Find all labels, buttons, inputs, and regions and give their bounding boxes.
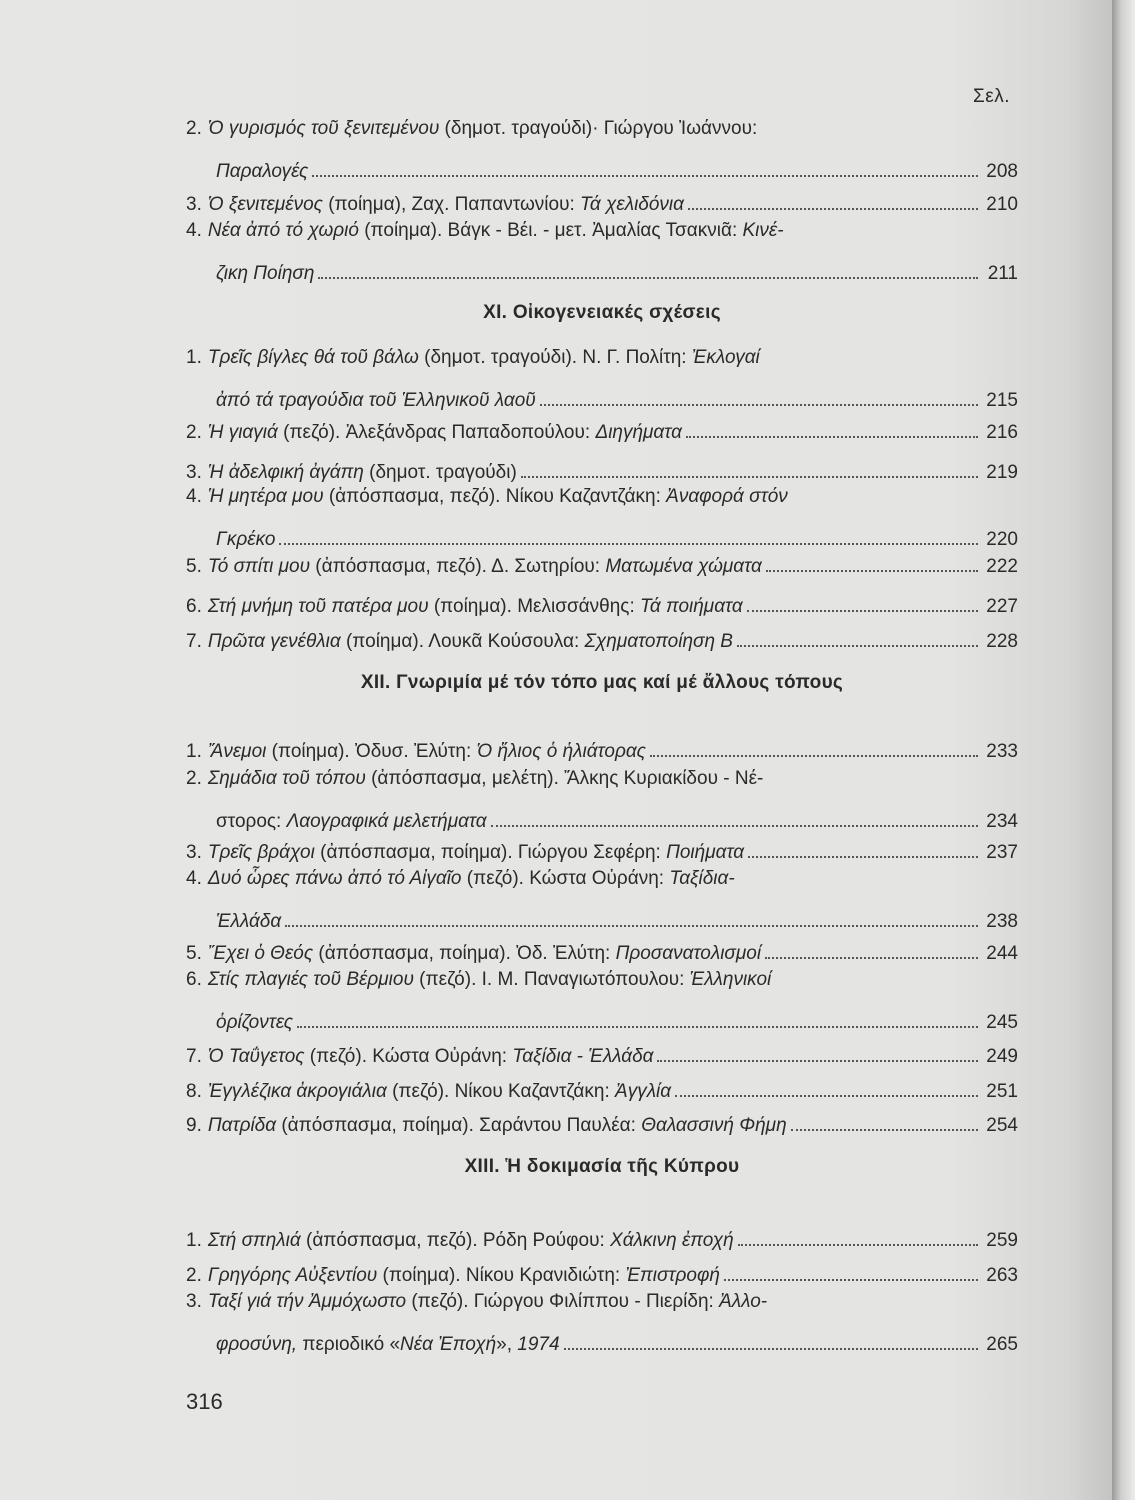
entry-page-number: 219	[986, 462, 1018, 483]
entry-text-segment: (ποίημα). Βάγκ - Βέι. - μετ. Ἀμαλίας Τσακνιᾶ:	[358, 220, 743, 241]
entry-text-segment: (πεζό). Ι. Μ. Παναγιωτόπουλου:	[413, 969, 690, 990]
dot-leader	[564, 1348, 978, 1350]
toc-entry-line	[186, 1289, 1018, 1324]
toc-entry	[186, 116, 1018, 186]
entry-text-segment: (πεζό). Κώστα Οὐράνη:	[461, 868, 670, 889]
entry-title-segment: Ποιήματα	[666, 842, 745, 863]
entry-page-number: 238	[986, 911, 1018, 932]
toc-entry	[186, 345, 1018, 415]
entry-text	[216, 1010, 293, 1035]
entry-title-segment: Ἡ μητέρα μου	[207, 486, 324, 507]
toc-entry-line	[186, 218, 1018, 253]
entry-page-number: 220	[986, 529, 1018, 550]
entry-number: 2.	[186, 422, 202, 443]
entry-page-number: 245	[986, 1012, 1018, 1033]
entry-title-segment: Τρεῖς βράχοι	[207, 842, 315, 863]
entry-page-number: 211	[987, 263, 1018, 284]
dot-leader	[675, 1095, 978, 1097]
entry-number: 5.	[186, 556, 202, 577]
entry-title-segment: Ἄνεμοι	[207, 741, 267, 762]
entry-text	[208, 1079, 671, 1104]
dot-leader	[521, 476, 978, 478]
entry-page-number: 210	[986, 194, 1018, 215]
toc-entry	[186, 184, 1018, 219]
entry-title-segment: Προσανατολισμοί	[615, 943, 762, 964]
entry-text-segment: (δημοτ. τραγούδι)· Γιώργου Ἰωάννου:	[439, 118, 758, 139]
entry-text-segment: (ἀπόσπασμα, πεζό). Δ. Σωτηρίου:	[310, 556, 606, 577]
toc-entry-line	[186, 452, 1018, 487]
toc-entry-line	[186, 1036, 1018, 1071]
entry-text	[216, 1332, 560, 1357]
dot-leader	[491, 825, 978, 827]
entry-text	[216, 261, 314, 286]
entry-title-segment: Ἡ γιαγιά	[207, 422, 278, 443]
entry-text-segment: »,	[496, 1334, 518, 1355]
toc-entry-line	[186, 345, 1018, 380]
entry-text-segment: περιοδικό «	[297, 1334, 401, 1355]
entry-title-segment: Γκρέκο	[216, 529, 276, 550]
toc-entry-line	[186, 1105, 1018, 1140]
entry-page-number: 227	[986, 596, 1018, 617]
entry-number: 7.	[186, 631, 202, 652]
entry-text	[208, 345, 760, 370]
toc-entry-line	[186, 380, 1018, 415]
entry-title-segment: Πρῶτα γενέθλια	[207, 631, 341, 652]
toc-entry	[186, 1036, 1018, 1071]
toc-entry-line	[186, 116, 1018, 151]
toc-entry	[186, 731, 1018, 766]
entry-text	[208, 460, 517, 485]
toc-entry	[186, 1255, 1018, 1290]
entry-page-number: 234	[986, 811, 1018, 832]
entry-title-segment: Ὁ Ταΰγετος	[207, 1046, 305, 1067]
dot-leader	[791, 1129, 978, 1131]
entry-text-segment: στορος:	[216, 811, 287, 832]
entry-text-segment: (ποίημα). Μελισσάνθης:	[428, 596, 640, 617]
toc-entry	[186, 933, 1018, 968]
entry-title-segment: Δυό ὧρες πάνω ἀπό τό Αἰγαῖο	[207, 868, 462, 889]
toc-entry	[186, 1071, 1018, 1106]
entry-title-segment: ζικη Ποίηση	[216, 263, 315, 284]
dot-leader	[748, 856, 978, 858]
entry-title-segment: Θαλασσινή Φήμη	[641, 1115, 787, 1136]
dot-leader	[688, 208, 978, 210]
toc-entry	[186, 586, 1018, 621]
entry-text	[208, 866, 735, 891]
entry-title-segment: ἀπό τά τραγούδια τοῦ Ἑλληνικοῦ λαοῦ	[216, 390, 536, 411]
entry-page-number: 228	[986, 631, 1018, 652]
page-edge-shadow	[1112, 0, 1135, 1500]
entry-title-segment: Νέα ἀπό τό χωριό	[207, 220, 359, 241]
entry-page-number: 259	[986, 1230, 1018, 1251]
toc-entry	[186, 412, 1018, 447]
entry-text	[208, 1263, 720, 1288]
entry-text-segment: (ἀπόσπασμα, ποίημα). Γιώργου Σεφέρη:	[314, 842, 667, 863]
entry-number: 4.	[186, 220, 202, 241]
entry-title-segment: Στή σπηλιά	[207, 1230, 301, 1251]
entry-title-segment: Σχηματοποίηση Β	[584, 631, 733, 652]
entry-title-segment: Ὁ ἥλιος ὁ ἡλιάτορας	[476, 741, 646, 762]
entry-page-number: 237	[986, 842, 1018, 863]
entry-text-segment: (δημοτ. τραγούδι). Ν. Γ. Πολίτη:	[418, 347, 692, 368]
toc-entry	[186, 1220, 1018, 1255]
entry-number: 6.	[186, 969, 202, 990]
entry-title-segment: Κινέ-	[742, 220, 784, 241]
entry-title-segment: 1974	[517, 1334, 560, 1355]
toc-entry-line	[186, 1324, 1018, 1359]
entry-text-segment: (πεζό). Νίκου Καζαντζάκη:	[386, 1081, 616, 1102]
dot-leader	[279, 543, 978, 545]
dot-leader	[686, 436, 978, 438]
toc-entry-line	[186, 412, 1018, 447]
entry-title-segment: Ὁ ξενιτεμένος	[207, 194, 323, 215]
entry-number: 5.	[186, 943, 202, 964]
entry-number: 3.	[186, 1291, 202, 1312]
entry-title-segment: Ἔχει ὁ Θεός	[207, 943, 314, 964]
entry-text	[208, 192, 684, 217]
entry-page-number: 222	[986, 556, 1018, 577]
entry-text	[208, 840, 744, 865]
entry-title-segment: Ἐγγλέζικα ἀκρογιάλια	[207, 1081, 387, 1102]
toc-entry	[186, 484, 1018, 554]
entry-text-segment: (ποίημα). Ὀδυσ. Ἐλύτη:	[266, 741, 477, 762]
toc-entry-line	[186, 766, 1018, 801]
dot-leader	[540, 404, 978, 406]
dot-leader	[737, 645, 978, 647]
toc-entry	[186, 218, 1018, 288]
entry-title-segment: Ταξίδια - Ἑλλάδα	[512, 1046, 654, 1067]
toc-entry	[186, 546, 1018, 581]
entry-text	[208, 739, 646, 764]
entry-text-segment: (πεζό). Γιώργου Φιλίππου - Πιερίδη:	[406, 1291, 720, 1312]
entry-title-segment: Στίς πλαγιές τοῦ Βέρμιου	[207, 969, 414, 990]
entry-number: 3.	[186, 462, 202, 483]
entry-text	[208, 116, 757, 141]
toc-entry-line	[186, 731, 1018, 766]
entry-text	[216, 909, 281, 934]
toc-entry	[186, 621, 1018, 656]
entry-number: 6.	[186, 596, 202, 617]
entry-title-segment: Ἐπιστροφή	[625, 1265, 720, 1286]
toc-entry-line	[186, 184, 1018, 219]
toc-entry-line	[186, 933, 1018, 968]
toc-entry-line	[186, 1002, 1018, 1037]
toc-entry-line	[186, 866, 1018, 901]
entry-page-number: 263	[986, 1265, 1018, 1286]
entry-title-segment: Ἐκλογαί	[691, 347, 760, 368]
entry-title-segment: Ἑλλάδα	[216, 911, 282, 932]
entry-title-segment: Πατρίδα	[207, 1115, 277, 1136]
section-heading: XIII. Ἡ δοκιμασία τῆς Κύπρου	[464, 1156, 740, 1177]
toc-entry	[186, 866, 1018, 936]
entry-title-segment: Γρηγόρης Αὐξεντίου	[207, 1265, 378, 1286]
entry-text	[216, 159, 308, 184]
entry-text-segment: (ποίημα). Λουκᾶ Κούσουλα:	[340, 631, 585, 652]
dot-leader	[318, 277, 978, 279]
toc-entry-line	[186, 967, 1018, 1002]
entry-number: 2.	[186, 768, 202, 789]
entry-text-segment: (ἀπόσπασμα, πεζό). Ρόδη Ρούφου:	[300, 1230, 611, 1251]
entry-title-segment: Στή μνήμη τοῦ πατέρα μου	[207, 596, 429, 617]
entry-text	[216, 809, 487, 834]
dot-leader	[724, 1279, 978, 1281]
entry-title-segment: Ταξί γιά τήν Ἀμμόχωστο	[207, 1291, 407, 1312]
entry-number: 3.	[186, 842, 202, 863]
entry-title-segment: Ἀναφορά στόν	[666, 486, 788, 507]
entry-title-segment: Ἡ ἀδελφική ἀγάπη	[207, 462, 364, 483]
entry-text	[208, 1044, 654, 1069]
entry-number: 1.	[186, 1230, 202, 1251]
section-heading: XII. Γνωριμία μέ τόν τόπο μας καί μέ ἄλλους τόπους	[360, 672, 844, 693]
entry-title-segment: Ὁ γυρισμός τοῦ ξενιτεμένου	[207, 118, 440, 139]
toc-entry	[186, 1105, 1018, 1140]
section-heading: XI. Οἰκογενειακές σχέσεις	[483, 302, 721, 323]
entry-page-number: 254	[986, 1115, 1018, 1136]
entry-page-number: 244	[986, 943, 1018, 964]
entry-text-segment: (ἀπόσπασμα, ποίημα). Σαράντου Παυλέα:	[276, 1115, 642, 1136]
entry-title-segment: Ἑλληνικοί	[689, 969, 772, 990]
entry-title-segment: Σημάδια τοῦ τόπου	[207, 768, 366, 789]
entry-page-number: 251	[986, 1081, 1018, 1102]
entry-text-segment: (ποίημα). Νίκου Κρανιδιώτη:	[377, 1265, 626, 1286]
dot-leader	[657, 1060, 978, 1062]
toc-entry-line	[186, 586, 1018, 621]
entry-text-segment: (δημοτ. τραγούδι)	[363, 462, 517, 483]
toc-entry-line	[186, 151, 1018, 186]
entry-number: 4.	[186, 486, 202, 507]
dot-leader	[766, 570, 978, 572]
entry-text	[208, 967, 771, 992]
entry-page-number: 208	[986, 161, 1018, 182]
entry-text-segment: (ἀπόσπασμα, ποίημα). Ὀδ. Ἐλύτη:	[313, 943, 616, 964]
dot-leader	[312, 175, 978, 177]
entry-title-segment: Χάλκινη ἐποχή	[610, 1230, 734, 1251]
entry-number: 7.	[186, 1046, 202, 1067]
entry-page-number: 215	[986, 390, 1018, 411]
toc-entry-line	[186, 621, 1018, 656]
dot-leader	[650, 755, 978, 757]
entry-page-number: 265	[986, 1334, 1018, 1355]
entry-title-segment: ὁρίζοντες	[216, 1012, 293, 1033]
entry-title-segment: Ἀγγλία	[615, 1081, 672, 1102]
toc-entry	[186, 1289, 1018, 1359]
toc-entry-line	[186, 901, 1018, 936]
entry-title-segment: Παραλογές	[216, 161, 309, 182]
entry-number: 9.	[186, 1115, 202, 1136]
entry-page-number: 249	[986, 1046, 1018, 1067]
page-number: 316	[186, 1389, 223, 1414]
entry-number: 1.	[186, 347, 202, 368]
entry-text	[208, 941, 761, 966]
toc-entry	[186, 766, 1018, 836]
toc-entry-line	[186, 801, 1018, 836]
entry-title-segment: Τρεῖς βίγλες θά τοῦ βάλω	[207, 347, 419, 368]
entry-text	[208, 420, 682, 445]
toc-entry	[186, 967, 1018, 1037]
entry-text	[208, 594, 743, 619]
toc-entry-line	[186, 546, 1018, 581]
toc-entry-line	[186, 1071, 1018, 1106]
toc-entry-line	[186, 832, 1018, 867]
entry-number: 8.	[186, 1081, 202, 1102]
dot-leader	[738, 1244, 978, 1246]
entry-text	[208, 484, 788, 509]
entry-text	[208, 1228, 734, 1253]
entry-page-number: 233	[986, 741, 1018, 762]
entry-number: 4.	[186, 868, 202, 889]
entry-page-number: 216	[986, 422, 1018, 443]
toc-entry-line	[186, 1255, 1018, 1290]
entry-title-segment: Ἀλλο-	[719, 1291, 768, 1312]
dot-leader	[765, 957, 978, 959]
entry-text-segment: (πεζό). Κώστα Οὐράνη:	[304, 1046, 513, 1067]
entry-text	[208, 1289, 767, 1314]
entry-number: 2.	[186, 1265, 202, 1286]
entry-title-segment: φροσύνη,	[216, 1334, 298, 1355]
entry-title-segment: Τά ποιήματα	[640, 596, 743, 617]
entry-text-segment: (ἀπόσπασμα, πεζό). Νίκου Καζαντζάκη:	[323, 486, 667, 507]
entry-text-segment: (πεζό). Ἀλεξάνδρας Παπαδοπούλου:	[277, 422, 596, 443]
toc-entry	[186, 452, 1018, 487]
entry-number: 3.	[186, 194, 202, 215]
entry-text-segment: (ἀπόσπασμα, μελέτη). Ἄλκης Κυριακίδου - Νέ-	[365, 768, 764, 789]
entry-title-segment: Λαογραφικά μελετήματα	[286, 811, 487, 832]
entry-text	[208, 554, 762, 579]
page-column-label: Σελ.	[973, 86, 1010, 107]
entry-number: 2.	[186, 118, 202, 139]
entry-text-segment: (ποίημα), Ζαχ. Παπαντωνίου:	[322, 194, 581, 215]
dot-leader	[747, 610, 978, 612]
entry-title-segment: Ταξίδια-	[669, 868, 735, 889]
entry-text	[216, 388, 536, 413]
entry-text	[208, 766, 764, 791]
toc-entry-line	[186, 253, 1018, 288]
toc-entry-line	[186, 1220, 1018, 1255]
dot-leader	[297, 1026, 978, 1028]
entry-text	[208, 629, 733, 654]
toc-entry-line	[186, 484, 1018, 519]
entry-title-segment: Τά χελιδόνια	[580, 194, 684, 215]
entry-number: 1.	[186, 741, 202, 762]
entry-text	[208, 1113, 787, 1138]
entry-title-segment: Ματωμένα χώματα	[605, 556, 762, 577]
entry-title-segment: Διηγήματα	[595, 422, 682, 443]
dot-leader	[285, 925, 978, 927]
toc-entry	[186, 832, 1018, 867]
entry-title-segment: Νέα Ἐποχή	[400, 1334, 497, 1355]
entry-title-segment: Τό σπίτι μου	[207, 556, 311, 577]
entry-text	[208, 218, 784, 243]
